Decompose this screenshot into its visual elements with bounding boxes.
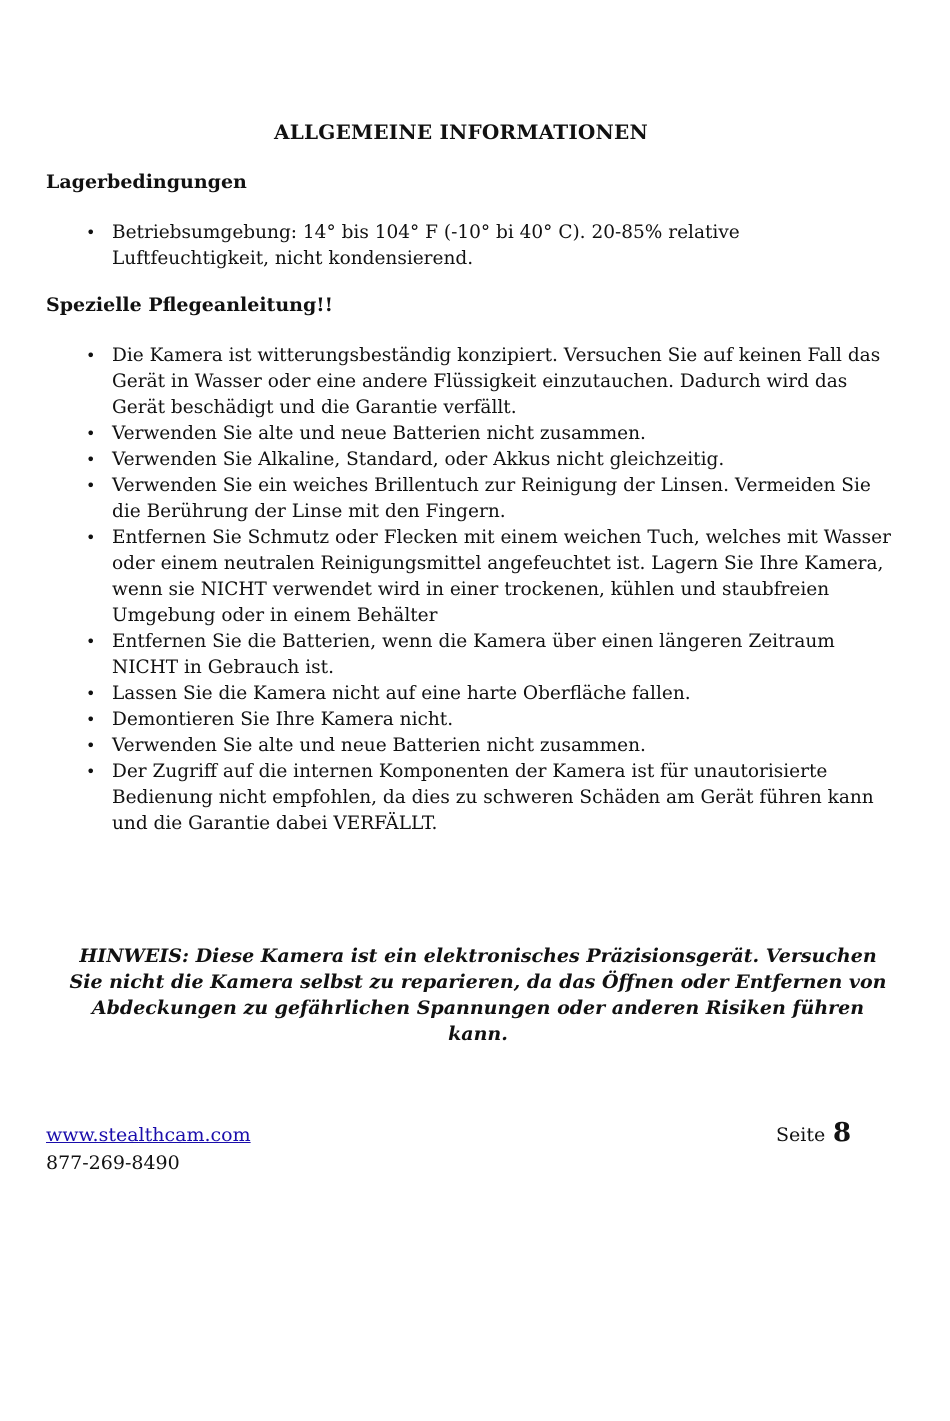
bullet-icon: • <box>86 424 96 443</box>
list-item-text: Der Zugriff auf die internen Komponenten der Kamera ist für unautorisierte Bedienung nicht empfohlen, da dies zu schweren Schäden am Gerät führen kann und die Garantie dabei VERFÄLLT. <box>112 761 874 834</box>
list-item <box>46 447 896 473</box>
phone-number: 877-269-8490 <box>46 1152 180 1174</box>
list-item-text: Verwenden Sie alte und neue Batterien nicht zusammen. <box>112 735 646 756</box>
bullet-icon: • <box>86 528 96 547</box>
list-item-text: Verwenden Sie ein weiches Brillentuch zur Reinigung der Linsen. Vermeiden Sie die Berührung der Linse mit den Fingern. <box>112 475 871 522</box>
safety-notice: HINWEIS: Diese Kamera ist ein elektronisches Präzisionsgerät. Versuchen Sie nicht die Kamera selbst zu reparieren, da das Öffnen oder Entfernen von Abdeckungen zu gefährlichen Spannungen oder anderen Risiken führen kann. <box>69 945 887 1045</box>
list-item-text: Entfernen Sie Schmutz oder Flecken mit einem weichen Tuch, welches mit Wasser oder einem neutralen Reinigungsmittel angefeuchtet ist. Lagern Sie Ihre Kamera, wenn sie NICHT verwendet wird in einer trockenen, kühlen und staubfreien Umgebung oder in einem Behälter <box>112 527 891 626</box>
page-number: 8 <box>833 1118 852 1148</box>
bullet-icon: • <box>86 346 96 365</box>
list-item <box>46 220 896 272</box>
bullet-icon: • <box>86 476 96 495</box>
list-item-text: Betriebsumgebung: 14° bis 104° F (-10° bi 40° C). 20-85% relative Luftfeuchtigkeit, nicht kondensierend. <box>112 222 740 269</box>
page-title: ALLGEMEINE INFORMATIONEN <box>274 120 648 144</box>
section-heading-storage: Lagerbedingungen <box>46 171 247 193</box>
bullet-icon: • <box>86 710 96 729</box>
list-item-text: Die Kamera ist witterungsbeständig konzipiert. Versuchen Sie auf keinen Fall das Gerät in Wasser oder eine andere Flüssigkeit einzutauchen. Dadurch wird das Gerät beschädigt und die Garantie verfällt. <box>112 345 881 418</box>
bullet-icon: • <box>86 632 96 651</box>
list-item-text: Demontieren Sie Ihre Kamera nicht. <box>112 709 454 730</box>
care-list <box>46 343 896 837</box>
list-item <box>46 733 896 759</box>
list-item <box>46 629 896 681</box>
section-heading-care: Spezielle Pflegeanleitung!! <box>46 294 333 316</box>
list-item-text: Verwenden Sie Alkaline, Standard, oder Akkus nicht gleichzeitig. <box>112 449 725 470</box>
list-item-text: Entfernen Sie die Batterien, wenn die Kamera über einen längeren Zeitraum NICHT in Gebrauch ist. <box>112 631 835 678</box>
bullet-icon: • <box>86 762 96 781</box>
page-label: Seite <box>776 1124 826 1146</box>
storage-list <box>46 220 896 272</box>
bullet-icon: • <box>86 223 96 242</box>
bullet-icon: • <box>86 450 96 469</box>
list-item <box>46 343 896 421</box>
list-item <box>46 421 896 447</box>
list-item <box>46 525 896 629</box>
list-item-text: Lassen Sie die Kamera nicht auf eine harte Oberfläche fallen. <box>112 683 691 704</box>
list-item <box>46 473 896 525</box>
bullet-icon: • <box>86 736 96 755</box>
list-item <box>46 759 896 837</box>
list-item <box>46 681 896 707</box>
list-item-text: Verwenden Sie alte und neue Batterien nicht zusammen. <box>112 423 646 444</box>
bullet-icon: • <box>86 684 96 703</box>
list-item <box>46 707 896 733</box>
website-link[interactable]: www.stealthcam.com <box>46 1124 251 1146</box>
